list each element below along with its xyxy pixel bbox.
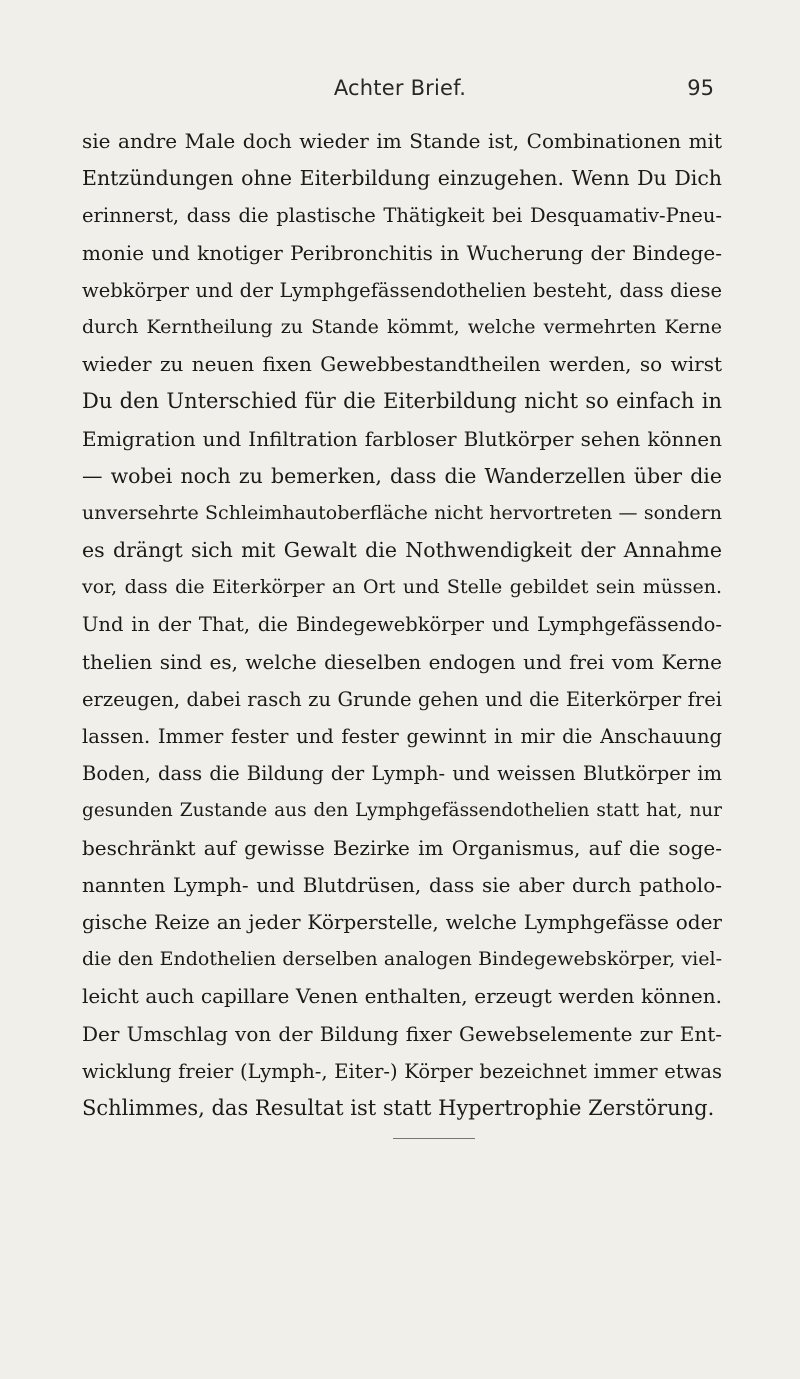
page-number: 95	[687, 76, 714, 100]
text-line: leicht auch capillare Venen enthalten, erzeugt werden können.	[82, 984, 722, 1009]
text-line: Entzündungen ohne Eiterbildung einzugehen. Wenn Du Dich	[82, 166, 722, 191]
section-divider	[393, 1138, 475, 1139]
body-text	[82, 123, 722, 1127]
text-line: sie andre Male doch wieder im Stande ist, Combinationen mit	[82, 129, 722, 153]
text-line: es drängt sich mit Gewalt die Nothwendigkeit der Annahme	[82, 538, 722, 563]
text-line: wicklung freier (Lymph-, Eiter-) Körper bezeichnet immer etwas	[82, 1059, 722, 1083]
text-line: gische Reize an jeder Körperstelle, welche Lymphgefässe oder	[82, 909, 722, 934]
text-line: Du den Unterschied für die Eiterbildung nicht so einfach in	[82, 389, 722, 414]
running-head	[0, 72, 800, 108]
text-line: vor, dass die Eiterkörper an Ort und Stelle gebildet sein müssen.	[82, 576, 722, 599]
text-line: nannten Lymph- und Blutdrüsen, dass sie aber durch patholo-	[82, 872, 722, 897]
text-line: beschränkt auf gewisse Bezirke im Organismus, auf die soge-	[82, 835, 722, 860]
text-line: unversehrte Schleimhautoberfläche nicht hervortreten — sondern	[82, 501, 722, 524]
text-line: durch Kerntheilung zu Stande kömmt, welche vermehrten Kerne	[82, 315, 722, 338]
running-title: Achter Brief.	[333, 76, 467, 100]
text-line: lassen. Immer fester und fester gewinnt in mir die Anschauung	[82, 725, 722, 748]
text-line: Schlimmes, das Resultat ist statt Hypertrophie Zerstörung.	[82, 1095, 715, 1120]
text-line: — wobei noch zu bemerken, dass die Wanderzellen über die	[82, 463, 722, 488]
text-line: erinnerst, dass die plastische Thätigkeit bei Desquamativ-Pneu-	[82, 204, 722, 228]
text-line: wieder zu neuen fixen Gewebbestandtheilen werden, so wirst	[82, 352, 722, 377]
text-line: thelien sind es, welche dieselben endogen und frei vom Kerne	[82, 649, 722, 674]
text-line: Der Umschlag von der Bildung fixer Gewebselemente zur Ent-	[82, 1021, 722, 1046]
text-line: Und in der That, die Bindegewebkörper und Lymphgefässendo-	[82, 613, 722, 637]
text-line: Boden, dass die Bildung der Lymph- und weissen Blutkörper im	[82, 762, 722, 786]
text-line: monie und knotiger Peribronchitis in Wucherung der Bindege-	[82, 240, 722, 265]
text-line: Emigration und Infiltration farbloser Blutkörper sehen können	[82, 426, 722, 451]
text-line: gesunden Zustande aus den Lymphgefässendothelien statt hat, nur	[82, 800, 722, 822]
text-line: erzeugen, dabei rasch zu Grunde gehen und die Eiterkörper frei	[82, 687, 722, 711]
text-line: die den Endothelien derselben analogen Bindegewebskörper, viel-	[82, 948, 722, 971]
text-line: webkörper und der Lymphgefässendothelien besteht, dass diese	[82, 278, 722, 302]
